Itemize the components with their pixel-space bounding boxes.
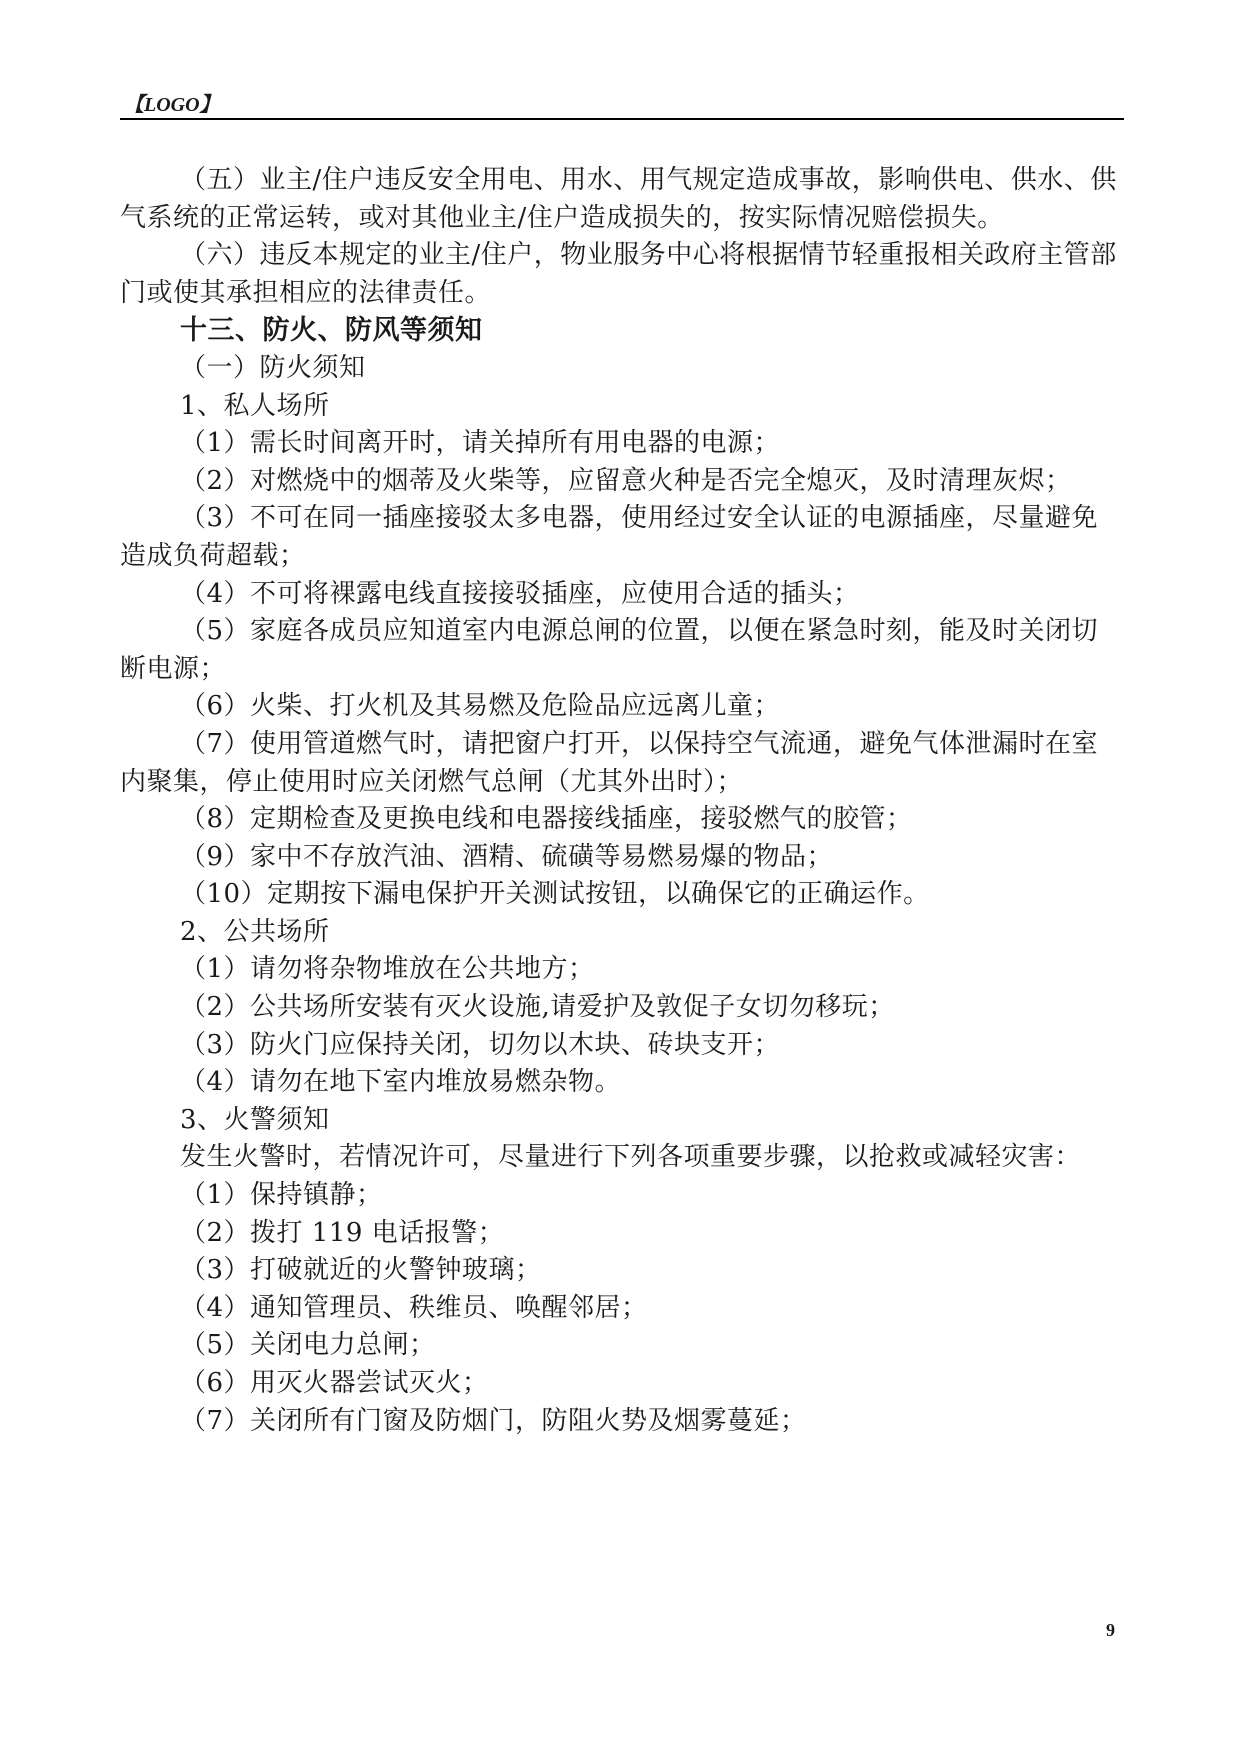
list-item: （4）请勿在地下室内堆放易燃杂物。: [180, 1067, 622, 1098]
list-item: （7）使用管道燃气时，请把窗户打开，以保持空气流通，避免气体泄漏时在室内聚集，停止使用时应关闭燃气总闸（尤其外出时）；: [120, 728, 1099, 797]
list-item: （6）火柴、打火机及其易燃及危险品应远离儿童；: [180, 691, 781, 722]
list-item: （2）对燃烧中的烟蒂及火柴等，应留意火种是否完全熄灭，及时清理灰烬；: [180, 465, 1072, 496]
subsection-heading: （一）防火须知: [180, 352, 366, 383]
item-heading: 1、私人场所: [180, 390, 330, 421]
paragraph: （六）违反本规定的业主/住户，物业服务中心将根据情节轻重报相关政府主管部门或使其承担相应的法律责任。: [120, 240, 1117, 308]
document-body: [120, 162, 1124, 1440]
list-item: （6）用灭火器尝试灭火；: [180, 1368, 489, 1398]
list-item: （7）关闭所有门窗及防烟门，防阻火势及烟雾蔓延；: [180, 1405, 807, 1436]
header-divider: [120, 118, 1124, 120]
list-item: （4）通知管理员、秩维员、唤醒邻居；: [180, 1292, 648, 1323]
list-item: （3）不可在同一插座接驳太多电器，使用经过安全认证的电源插座，尽量避免造成负荷超载；: [120, 503, 1099, 571]
list-item: （5）关闭电力总闸；: [180, 1330, 436, 1361]
list-item: （5）家庭各成员应知道室内电源总闸的位置，以便在紧急时刻，能及时关闭切断电源；: [120, 616, 1099, 684]
paragraph: （五）业主/住户违反安全用电、用水、用气规定造成事故，影响供电、供水、供气系统的正常运转，或对其他业主/住户造成损失的，按实际情况赔偿损失。: [120, 165, 1117, 233]
list-item: （1）需长时间离开时，请关掉所有用电器的电源；: [180, 428, 781, 459]
list-item: （1）保持镇静；: [180, 1180, 383, 1211]
list-item: （3）打破就近的火警钟玻璃；: [180, 1255, 542, 1286]
item-heading: 3、火警须知: [180, 1104, 330, 1135]
paragraph: 发生火警时，若情况许可，尽量进行下列各项重要步骤，以抢救或减轻灾害：: [180, 1142, 1082, 1173]
list-item: （2）拨打 119 电话报警；: [180, 1217, 505, 1248]
list-item: （3）防火门应保持关闭，切勿以木块、砖块支开；: [180, 1029, 781, 1060]
header-logo: 【LOGO】: [124, 94, 220, 116]
list-item: （1）请勿将杂物堆放在公共地方；: [180, 954, 595, 985]
list-item: （9）家中不存放汽油、酒精、硫磺等易燃易爆的物品；: [180, 841, 834, 872]
list-item: （8）定期检查及更换电线和电器接线插座，接驳燃气的胶管；: [180, 804, 913, 835]
list-item: （10）定期按下漏电保护开关测试按钮，以确保它的正确运作。: [180, 879, 930, 910]
list-item: （4）不可将裸露电线直接接驳插座，应使用合适的插头；: [180, 578, 860, 609]
list-item: （2）公共场所安装有灭火设施,请爱护及敦促子女切勿移玩；: [180, 992, 895, 1023]
page-number: 9: [1106, 1620, 1115, 1640]
item-heading: 2、公共场所: [180, 916, 330, 947]
section-heading: 十三、防火、防风等须知: [180, 315, 483, 347]
